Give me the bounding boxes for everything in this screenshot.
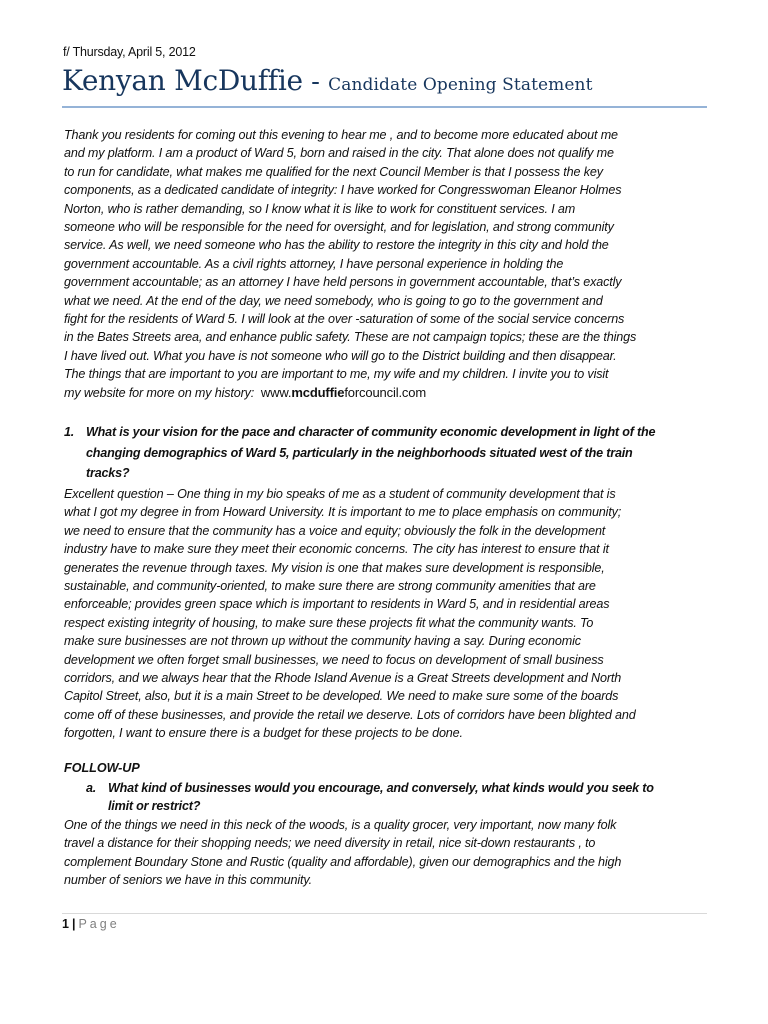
text-line: One of the things we need in this neck of the woods, is a quality grocer, very important, now many folk	[64, 818, 617, 832]
follow-up-answer-a	[64, 816, 714, 890]
text-line: Capitol Street, also, but it is a main Street to be developed. We need to make sure some of the boards	[64, 689, 619, 704]
text-line: service. As well, we need someone who has the ability to restore the integrity in this city and hold the	[64, 238, 609, 253]
question-line: tracks?	[86, 466, 130, 480]
question-line: What is your vision for the pace and character of community economic development in light of the	[86, 425, 656, 439]
text-line: I have lived out. What you have is not someone who will go to the District building and then disappear.	[64, 348, 617, 363]
page-title	[62, 64, 593, 97]
title-divider	[62, 106, 707, 108]
footer-divider	[62, 913, 707, 914]
page-label: Page	[78, 917, 120, 931]
text-line: Excellent question – One thing in my bio speaks of me as a student of community development that is	[64, 487, 616, 501]
text-line: what I got my degree in from Howard University. It is important to me to place emphasis on community;	[64, 505, 622, 520]
text-line: what we need. At the end of the day, we need somebody, who is going to go to the government and	[64, 293, 603, 308]
text-line: government accountable; as an attorney I have held persons in government accountable, that’s exactly	[64, 275, 622, 290]
text-line: complement Boundary Stone and Rustic (quality and affordable), given our demographics and the high	[64, 854, 622, 869]
page-number: 1	[62, 917, 69, 931]
text-line: Norton, who is rather demanding, so I know what it is like to work for constituent services. I am	[64, 201, 576, 216]
url-bold: mcduffie	[291, 384, 345, 400]
answer-1	[64, 485, 714, 743]
text-line: number of seniors we have in this community.	[64, 873, 312, 888]
text-line: respect existing integrity of housing, to make sure these projects fit what the community wants. To	[64, 615, 594, 630]
text-line: generates the revenue through taxes. My vision is one that makes sure development is responsible,	[64, 560, 605, 575]
text-line: in the Bates Streets area, and enhance public safety. These are not campaign topics; these are the things	[64, 330, 637, 345]
text-line: government accountable. As a civil rights attorney, I have personal experience in holding the	[64, 256, 564, 271]
website-prefix-text: my website for more on my history:	[64, 385, 261, 400]
question-line: changing demographics of Ward 5, particularly in the neighborhoods situated west of the train	[86, 445, 633, 460]
question-letter: a.	[86, 781, 97, 795]
website-link[interactable]	[261, 385, 426, 400]
footer-separator: |	[71, 917, 76, 931]
follow-up-heading: FOLLOW-UP	[64, 761, 140, 775]
text-line: forgotten, I want to ensure there is a budget for these projects to be done.	[64, 726, 463, 741]
candidate-name: Kenyan McDuffie	[62, 64, 303, 97]
text-line: industry have to make sure they meet their economic concerns. The city has interest to ensure that it	[64, 542, 609, 557]
page-footer	[62, 917, 120, 931]
text-line: components, as a dedicated candidate of integrity: I have worked for Congresswoman Eleanor Holmes	[64, 183, 622, 198]
question-1	[64, 422, 714, 484]
dateline: f/ Thursday, April 5, 2012	[63, 45, 196, 59]
question-line: limit or restrict?	[108, 799, 201, 813]
text-line	[64, 384, 714, 402]
text-line: corridors, and we always hear that the Rhode Island Avenue is a Great Streets development and North	[64, 671, 622, 686]
text-line: Thank you residents for coming out this evening to hear me , and to become more educated about me	[64, 128, 618, 142]
text-line: to run for candidate, what makes me qualified for the next Council Member is that I possess the key	[64, 164, 603, 179]
text-line: travel a distance for their shopping needs; we need diversity in retail, nice sit-down restaurants , to	[64, 836, 596, 851]
text-line: and my platform. I am a product of Ward 5, born and raised in the city. That alone does not qualify me	[64, 146, 614, 161]
text-line: we need to ensure that the community has a voice and equity; obviously the folk in the development	[64, 523, 606, 538]
text-line: development we often forget small businesses, we need to focus on development of small business	[64, 652, 604, 667]
title-separator: -	[302, 67, 329, 97]
text-line: sustainable, and community-oriented, to make sure there are strong community amenities that are	[64, 579, 596, 594]
opening-statement	[64, 126, 714, 402]
text-line: make sure businesses are not thrown up without the community having a say. During economic	[64, 634, 581, 649]
text-line: fight for the residents of Ward 5. I will look at the over -saturation of some of the social service concerns	[64, 312, 625, 327]
question-number: 1.	[64, 425, 75, 439]
url-suffix: forcouncil.com	[344, 384, 427, 400]
title-subtitle: Candidate Opening Statement	[328, 75, 593, 95]
text-line: come off of these businesses, and provide the retail we deserve. Lots of corridors have been blighted and	[64, 707, 636, 722]
text-line: enforceable; provides green space which is important to residents in Ward 5, and in residential areas	[64, 597, 610, 612]
follow-up-question-a	[64, 779, 714, 815]
url-prefix: www.	[260, 384, 292, 400]
text-line: The things that are important to you are important to me, my wife and my children. I invite you to visit	[64, 367, 609, 382]
text-line: someone who will be responsible for the need for oversight, and for legislation, and strong community	[64, 220, 614, 235]
question-line: What kind of businesses would you encourage, and conversely, what kinds would you seek to	[108, 781, 654, 795]
